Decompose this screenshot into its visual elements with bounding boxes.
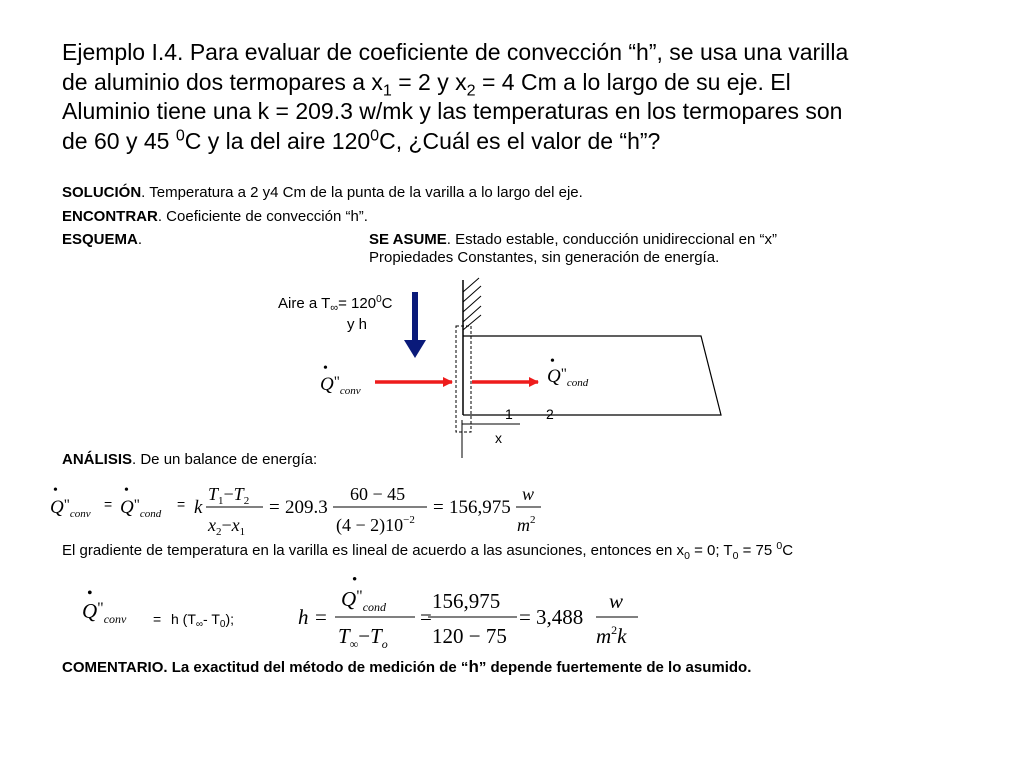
svg-text:w: w (522, 484, 535, 504)
encontrar-line: ENCONTRAR. Coeficiente de convección “h”. (62, 208, 368, 225)
svg-text:156,975: 156,975 (449, 497, 511, 518)
y-h-label: y h (347, 316, 368, 333)
svg-text:k: k (194, 497, 203, 518)
svg-text:•: • (87, 585, 93, 602)
svg-text:m2: $m^2$ (517, 514, 536, 535)
air-arrow-shaft (412, 292, 418, 342)
svg-text:Q"conv: $Q^"_{conv}$ (82, 599, 127, 626)
gradiente-line: El gradiente de temperatura en la varilla es lineal de acuerdo a las asunciones, entonces en $x_0 = 0$; $T_0 = 75$ $^0$C (62, 540, 794, 562)
svg-text:T∞−To: $T_\infty-T_o$ (338, 624, 388, 651)
energy-balance-equation (40, 476, 580, 544)
svg-text:3,488: 3,488 (536, 605, 584, 629)
tick-1: 1 (505, 406, 513, 422)
svg-text:•: • (124, 483, 129, 498)
svg-text:Q"conv: $Q^"_{conv}$ (50, 497, 91, 520)
svg-text:209.3: 209.3 (285, 497, 328, 518)
svg-text:Q"cond: $Q^"_{cond}$ (120, 497, 162, 520)
q-cond-dot: • (550, 354, 555, 369)
q-conv-dot: • (323, 361, 328, 376)
schematic-diagram (0, 270, 1024, 460)
svg-text:120 − 75: 120 − 75 (432, 624, 507, 648)
q-conv-label: $Q^"_{conv}$ (320, 374, 361, 397)
air-arrow-head (404, 340, 426, 358)
svg-text:(4 − 2)10−2: $(4 - 2)10^{-2}$ (336, 514, 415, 535)
svg-text:=: = (315, 605, 327, 629)
solucion-line: SOLUCIÓN. Temperatura a 2 y4 Cm de la punta de la varilla a lo largo del eje. (62, 184, 583, 201)
x-axis-label: x (495, 430, 502, 446)
svg-text:•: • (352, 572, 358, 588)
svg-text:=: = (177, 496, 186, 512)
wall-hatch (463, 278, 481, 330)
se-asume-block: SE ASUME. Estado estable, conducción unidireccional en “x” Propiedades Constantes, sin generación de energía. (369, 231, 777, 266)
svg-text:=: = (269, 497, 280, 518)
problem-line-1: Ejemplo I.4. Para evaluar de coeficiente de convección “h”, se usa una varilla (62, 39, 849, 65)
tick-2: 2 (546, 406, 554, 422)
svg-text:=: = (420, 605, 432, 629)
svg-text:x2−x1: $x_2-x_1$ (208, 515, 246, 538)
svg-text:60 − 45: 60 − 45 (350, 484, 406, 504)
svg-text:=: = (519, 605, 531, 629)
svg-text:w: w (609, 589, 624, 613)
q-cond-label: $Q^"_{cond}$ (547, 366, 589, 389)
svg-text:•: • (53, 483, 58, 498)
svg-text:156,975: 156,975 (432, 589, 501, 613)
svg-text:Q"cond: $Q^"_{cond}$ (341, 587, 387, 614)
esquema-line: ESQUEMA. (62, 231, 143, 248)
analisis-line: ANÁLISIS. De un balance de energía: (62, 451, 318, 468)
problem-line-3: Aluminio tiene una k = 209.3 w/mk y las temperaturas en los termopares son (62, 98, 843, 124)
aluminum-rod (463, 336, 721, 415)
comentario-line: COMENTARIO. La exactitud del método de medición de “h” depende fuertemente de lo asumido. (62, 657, 752, 676)
svg-text:h: h (298, 605, 309, 629)
svg-text:T1−T2: $T_1-T_2$ (208, 484, 250, 507)
problem-line-4: de 60 y 45 $^0$C y la del aire $120^0C$, ¿Cuál es el valor de “h”? (62, 125, 661, 154)
svg-text:=: = (433, 497, 444, 518)
h-equation (70, 572, 670, 654)
svg-text:m2k: $m^2k$ (596, 623, 627, 648)
svg-text:=: = (153, 611, 162, 627)
problem-statement (62, 38, 972, 156)
svg-text:=: = (104, 496, 113, 512)
svg-text:h (T∞- T0);: h ($T_\infty-$ $T_0$); (171, 611, 235, 630)
problem-line-2: de aluminio dos termopares a $x_1 = 2$ y $x_2 = 4$ Cm a lo largo de su eje. El (62, 68, 791, 100)
air-label: Aire a $T_\infty= 120^0C$ (278, 294, 393, 314)
